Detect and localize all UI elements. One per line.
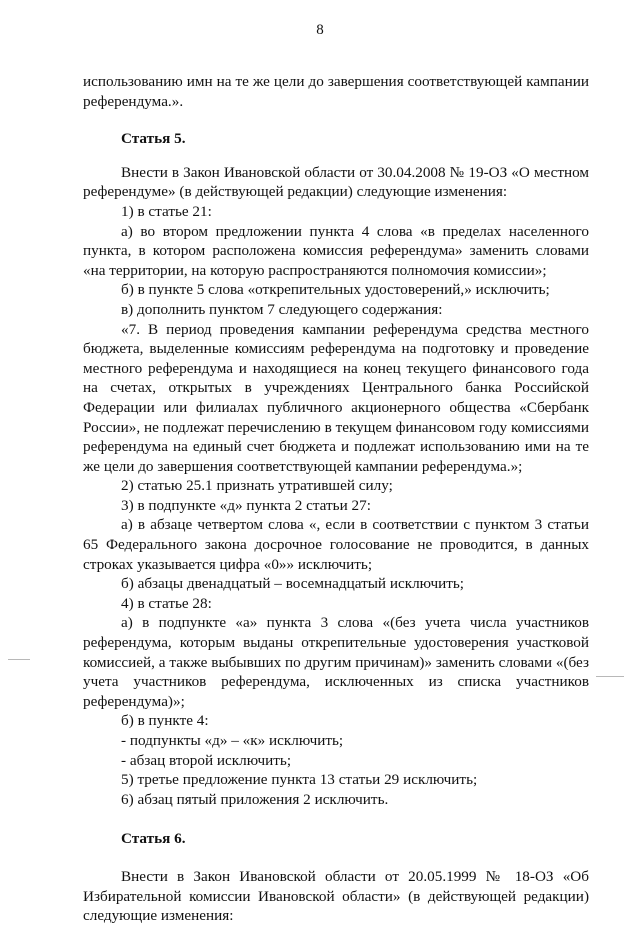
article-5-paragraph: б) в пункте 4: (121, 712, 209, 730)
margin-scan-mark (8, 659, 30, 660)
article-5-paragraph: а) в подпункте «а» пункта 3 слова «(без учета числа участников референдума, которым выданы открепительные удостоверения участковой комиссией, а также выбывших по другим причинам)» заменить словами «(без учета участников референдума, исключенных из списка участников референдума)»; (83, 614, 589, 710)
document-body (83, 72, 589, 926)
article-5-heading: Статья 5. (121, 130, 186, 148)
article-6-paragraph: Внести в Закон Ивановской области от 20.05.1999 № 18-ОЗ «Об Избирательной комиссии Ивановской области» (в действующей редакции) следующие изменения: (83, 867, 589, 925)
article-5-paragraph: 4) в статье 28: (121, 594, 212, 612)
article-5-paragraph: Внести в Закон Ивановской области от 30.04.2008 № 19-ОЗ «О местном референдуме» (в действующей редакции) следующие изменения: (83, 163, 589, 201)
page-number: 8 (316, 22, 324, 38)
article-5-paragraph: «7. В период проведения кампании референдума средства местного бюджета, выделенные комиссиям референдума на подготовку и проведение местного референдума и находящиеся на конец текущего финансового года на счетах, открытых в учреждениях Центрального банка Российской Федерации или филиалах публичного акционерного общества «Сбербанк России», не подлежат перечислению в текущем финансовом году комиссиями референдума на единый счет бюджета и подлежат использованию ими на те же цели до завершения соответствующей кампании референдума.»; (83, 320, 589, 475)
article-5-paragraph: б) в пункте 5 слова «открепительных удостоверений,» исключить; (121, 281, 550, 299)
intro-paragraph: использованию имн на те же цели до завершения соответствующей кампании референдума.». (83, 73, 589, 110)
article-5-paragraph: 1) в статье 21: (121, 202, 212, 220)
article-5-paragraph: 2) статью 25.1 признать утратившей силу; (121, 477, 393, 495)
article-5-paragraph: - абзац второй исключить; (121, 751, 292, 769)
article-6-heading: Статья 6. (121, 830, 186, 848)
article-5-paragraph: в) дополнить пунктом 7 следующего содержания: (121, 300, 443, 318)
margin-scan-mark (596, 676, 624, 677)
article-5-paragraph: а) во втором предложении пункта 4 слова «в пределах населенного пункта, в котором расположена комиссия референдума» заменить словами «на территории, на которую распространяются полномочия комиссии»; (83, 222, 589, 279)
article-5-paragraph: 3) в подпункте «д» пункта 2 статьи 27: (121, 496, 371, 514)
article-5-paragraph: а) в абзаце четвертом слова «, если в соответствии с пунктом 3 статьи 65 Федерального закона досрочное голосование не проводится, в данных строках указывается цифра «0»» исключить; (83, 516, 589, 573)
article-5-paragraph: - подпункты «д» – «к» исключить; (121, 732, 344, 749)
article-5-paragraph: б) абзацы двенадцатый – восемнадцатый исключить; (121, 575, 464, 593)
article-5-paragraph: 5) третье предложение пункта 13 статьи 29 исключить; (121, 771, 478, 789)
article-5-paragraph: 6) абзац пятый приложения 2 исключить. (121, 790, 389, 808)
